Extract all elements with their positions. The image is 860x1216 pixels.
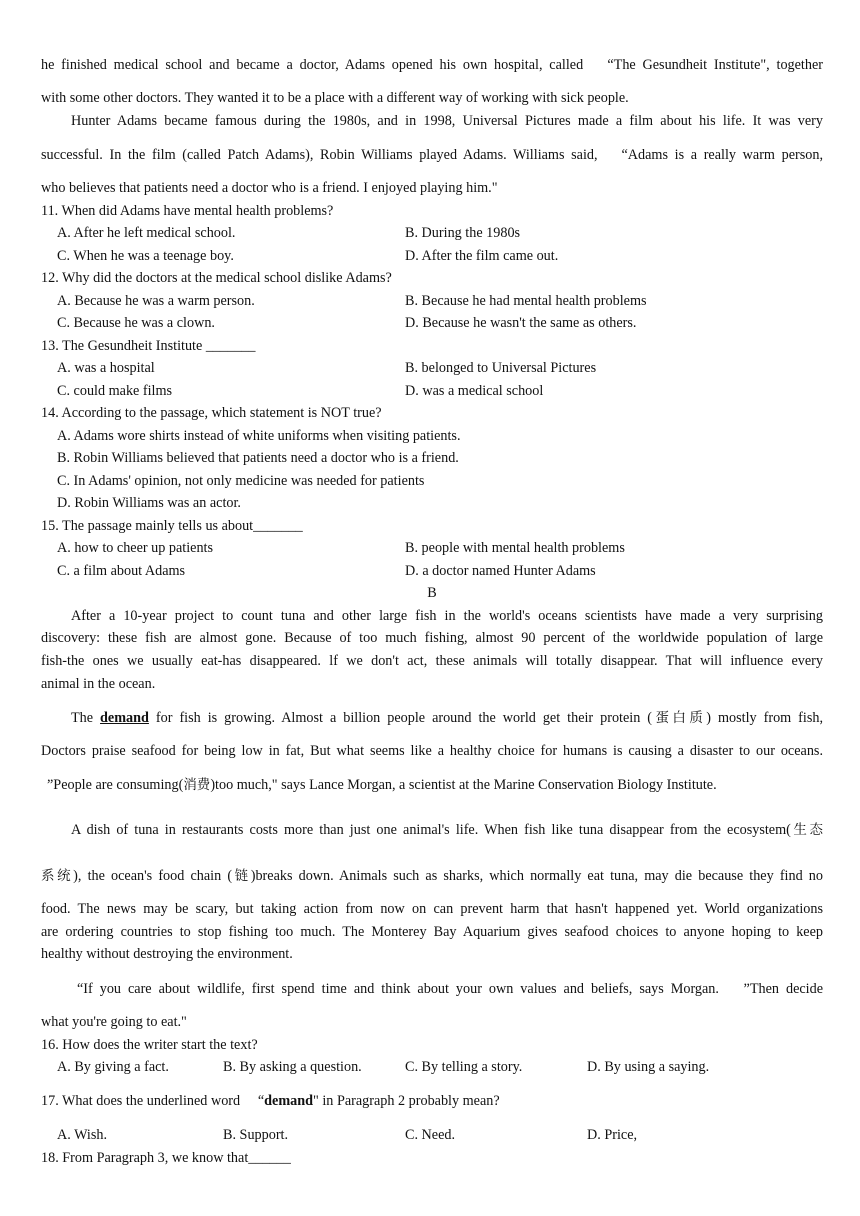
p3-line1-pre: A dish of tuna in restaurants costs more than just one animal's life. When fish like tuna disappear from the ecosystem( [71,822,791,838]
question-12-stem: 12. Why did the doctors at the medical school dislike Adams? [41,270,392,286]
question-11-option-c[interactable]: C. When he was a teenage boy. [57,248,234,264]
q17-stem-pre: 17. What does the underlined word “ [41,1093,265,1109]
p2-mid: for fish is growing. Almost a billion people around the world get their protein ( [148,710,653,726]
passage-a-p2-line3: who believes that patients need a doctor who is a friend. I enjoyed playing him." [41,180,498,196]
question-13-option-c[interactable]: C. could make films [57,383,173,399]
question-17-option-b[interactable]: B. Support. [223,1127,289,1143]
passage-b-p3-line4: are ordering countries to stop fishing too much. The Monterey Bay Aquarium gives seafood choices to anyone hoping to keep [41,924,823,940]
question-17-option-c[interactable]: C. Need. [405,1127,456,1143]
p2-cjk-protein: 蛋白质 [652,710,707,726]
question-17-option-a[interactable]: A. Wish. [57,1127,108,1143]
p3-line2-cjk2: 链 [232,868,251,884]
passage-b-p2-line1 [41,711,823,726]
p2-pre: The [71,710,101,726]
question-16-option-b[interactable]: B. By asking a question. [223,1059,362,1075]
p2-line3-pre: ”People are consuming( [47,777,184,793]
passage-b-p1-line4: animal in the ocean. [41,676,156,692]
question-15-stem: 15. The passage mainly tells us about_______ [41,518,303,534]
passage-b-p1-line2: discovery: these fish are almost gone. Because of too much fishing, almost 90 percent of the worldwide population of large [41,630,823,646]
question-13-stem: 13. The Gesundheit Institute _______ [41,338,256,354]
question-14-option-b[interactable]: B. Robin Williams believed that patients need a doctor who is a friend. [57,450,459,466]
question-14-stem: 14. According to the passage, which statement is NOT true? [41,405,382,421]
question-11-option-b[interactable]: B. During the 1980s [405,225,521,241]
p3-line2-mid: ), the ocean's food chain ( [73,868,233,884]
passage-a-p2-line1: Hunter Adams became famous during the 1980s, and in 1998, Universal Pictures made a film about his life. It was very [71,113,823,129]
passage-b-p2-line3 [47,778,829,793]
question-11-option-d[interactable]: D. After the film came out. [405,248,559,264]
question-14-option-d[interactable]: D. Robin Williams was an actor. [57,495,241,511]
question-12-option-d[interactable]: D. Because he wasn't the same as others. [405,315,637,331]
question-16-option-a[interactable]: A. By giving a fact. [57,1059,169,1075]
passage-b-p3-line5: healthy without destroying the environment. [41,946,293,962]
p3-line1-cjk: 生态 [790,822,823,838]
question-13-option-d[interactable]: D. was a medical school [405,383,544,399]
question-11-stem: 11. When did Adams have mental health problems? [41,203,334,219]
question-14-option-a[interactable]: A. Adams wore shirts instead of white uniforms when visiting patients. [57,428,461,444]
passage-b-p3-line1 [41,823,823,838]
passage-b-p2-line2: Doctors praise seafood for being low in fat, But what seems like a healthy choice for humans is causing a disaster to our oceans. [41,743,823,759]
passage-b-p1-line1: After a 10-year project to count tuna and other large fish in the world's oceans scientists have made a very surprising [71,608,823,624]
passage-b-p1-line3: fish-the ones we usually eat-has disappeared. lf we don't act, these animals will totally disappear. That will influence every [41,653,823,669]
p2-line3-cjk: 消费 [183,777,211,793]
underlined-word-demand: demand [100,710,149,726]
passage-a-p2-line2: successful. In the film (called Patch Adams), Robin Williams played Adams. Williams said, “Adams is a really warm person, [41,147,823,163]
q17-stem-word: demand [264,1093,314,1109]
question-17-option-d[interactable]: D. Price, [587,1127,638,1143]
question-12-option-c[interactable]: C. Because he was a clown. [57,315,215,331]
p3-line2-cjk1: 系统 [41,868,74,884]
question-16-option-d[interactable]: D. By using a saying. [587,1059,710,1075]
question-15-option-c[interactable]: C. a film about Adams [57,563,186,579]
question-15-option-b[interactable]: B. people with mental health problems [405,540,625,556]
question-13-option-b[interactable]: B. belonged to Universal Pictures [405,360,597,376]
p2-line3-post: )too much," says Lance Morgan, a scientist at the Marine Conservation Biology Institute. [210,777,717,793]
question-11-option-a[interactable]: A. After he left medical school. [57,225,236,241]
question-18-stem: 18. From Paragraph 3, we know that______ [41,1150,291,1166]
question-12-option-b[interactable]: B. Because he had mental health problems [405,293,647,309]
q17-stem-post: " in Paragraph 2 probably mean? [313,1093,500,1109]
p2-post: ) mostly from fish, [706,710,824,726]
passage-b-p4-line2: what you're going to eat." [41,1014,187,1030]
passage-b-p3-line3: food. The news may be scary, but taking action from now on can prevent harm that hasn't happened yet. World organizations [41,901,823,917]
passage-b-p4-line1: “If you care about wildlife, first spend time and think about your own values and beliefs, says Morgan. ”Then decide [77,981,823,997]
section-b-heading: B [427,585,437,601]
question-16-option-c[interactable]: C. By telling a story. [405,1059,523,1075]
passage-b-p3-line2 [41,869,823,884]
question-15-option-d[interactable]: D. a doctor named Hunter Adams [405,563,596,579]
passage-a-p1-line2: with some other doctors. They wanted it to be a place with a different way of working with sick people. [41,90,629,106]
question-13-option-a[interactable]: A. was a hospital [57,360,155,376]
question-14-option-c[interactable]: C. In Adams' opinion, not only medicine was needed for patients [57,473,425,489]
question-17-stem [41,1094,823,1108]
question-15-option-a[interactable]: A. how to cheer up patients [57,540,214,556]
passage-a-p1-line1: he finished medical school and became a doctor, Adams opened his own hospital, called “The Gesundheit Institute", together [41,57,823,73]
question-16-stem: 16. How does the writer start the text? [41,1037,258,1053]
p3-line2-post: )breaks down. Animals such as sharks, which normally eat tuna, may die because they find no [250,868,823,884]
question-12-option-a[interactable]: A. Because he was a warm person. [57,293,255,309]
